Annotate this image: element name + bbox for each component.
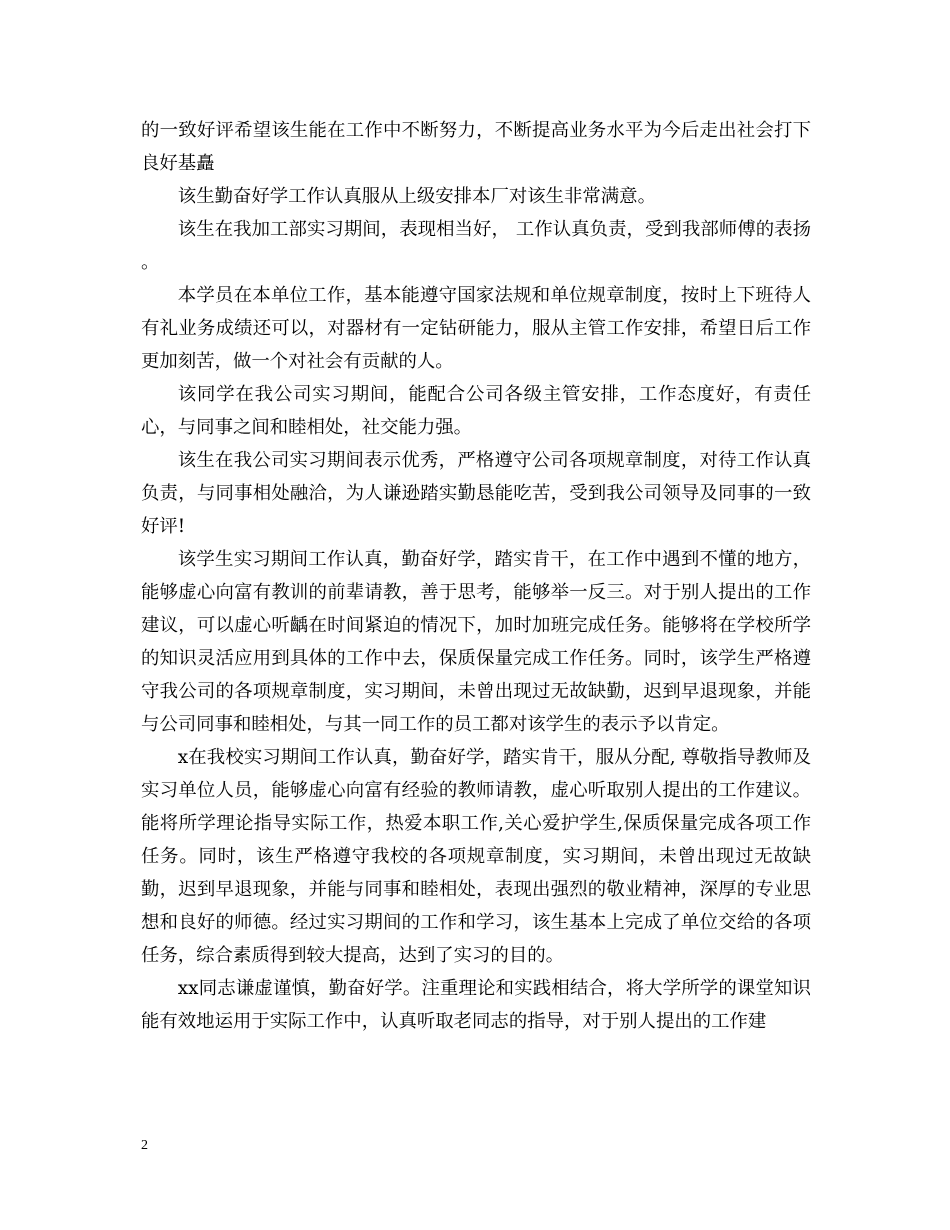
page-number: 2: [141, 1138, 148, 1153]
paragraph: x在我校实习期间工作认真，勤奋好学，踏实肯干，服从分配, 尊敬指导教师及实习单位人员，能够虚心向富有经验的教师请教，虚心听取别人提出的工作建议。能将所学理论指导实际工作，热爱本职工作,关心爱护学生,保质保量完成各项工作任务。同时，该生严格遵守我校的各项规章制度，实习期间，未曾出现过无故缺勤，迟到早退现象，并能与同事和睦相处，表现出强烈的敬业精神，深厚的专业思想和良好的师德。经过实习期间的工作和学习，该生基本上完成了单位交给的各项任务，综合素质得到较大提高，达到了实习的目的。: [141, 747, 811, 966]
paragraph: 该生勤奋好学工作认真服从上级安排本厂对该生非常满意。: [177, 186, 656, 207]
paragraph: 本学员在本单位工作，基本能遵守国家法规和单位规章制度，按时上下班待人有礼业务成绩还可以，对器材有一定钻研能力，服从主管工作安排，希望日后工作更加刻苦，做一个对社会有贡献的人。: [141, 285, 811, 372]
paragraph-continuation: 的一致好评希望该生能在工作中不断努力，不断提高业务水平为今后走出社会打下良好基矗: [141, 120, 811, 174]
paragraph: 该生在我加工部实习期间，表现相当好， 工作认真负责，受到我部师傅的表扬 。: [141, 219, 811, 273]
paragraph: xx同志谦虚谨慎，勤奋好学。注重理论和实践相结合，将大学所学的课堂知识能有效地运用于实际工作中，认真听取老同志的指导，对于别人提出的工作建: [141, 978, 811, 1032]
document-body: [141, 114, 811, 1038]
paragraph: 该学生实习期间工作认真，勤奋好学，踏实肯干，在工作中遇到不懂的地方，能够虚心向富有教训的前辈请教，善于思考，能够举一反三。对于别人提出的工作建议，可以虚心听齲在时间紧迫的情况下，加时加班完成任务。能够将在学校所学的知识灵活应用到具体的工作中去，保质保量完成工作任务。同时，该学生严格遵守我公司的各项规章制度，实习期间，未曾出现过无故缺勤，迟到早退现象，并能与公司同事和睦相处，与其一同工作的员工都对该学生的表示予以肯定。: [141, 549, 811, 735]
paragraph: 该同学在我公司实习期间，能配合公司各级主管安排，工作态度好，有责任心，与同事之间和睦相处，社交能力强。: [141, 384, 811, 438]
paragraph: 该生在我公司实习期间表示优秀，严格遵守公司各项规章制度，对待工作认真负责，与同事相处融洽，为人谦逊踏实勤恳能吃苦，受到我公司领导及同事的一致好评!: [141, 450, 811, 537]
